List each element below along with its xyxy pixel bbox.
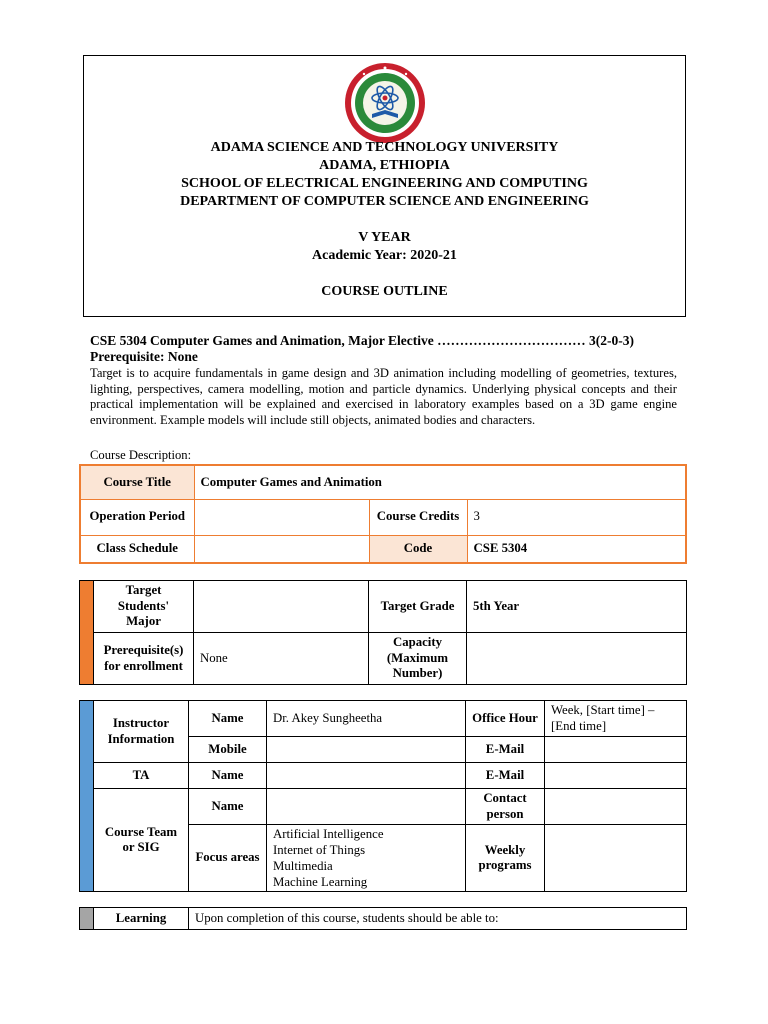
learning-table: [79, 907, 687, 930]
learning-label: Learning: [94, 908, 189, 930]
study-year: V YEAR: [358, 230, 411, 245]
university-name: ADAMA SCIENCE AND TECHNOLOGY UNIVERSITY: [210, 140, 559, 155]
course-description-label: Course Description:: [90, 448, 192, 462]
capacity-value: [467, 633, 687, 685]
focus-area-item: Machine Learning: [273, 875, 368, 890]
document-title: COURSE OUTLINE: [321, 284, 448, 299]
ta-label: TA: [94, 763, 189, 789]
code-label: Code: [369, 535, 467, 563]
learning-value: Upon completion of this course, students should be able to:: [189, 908, 687, 930]
course-credits-value: 3: [467, 499, 686, 535]
university-location: ADAMA, ETHIOPIA: [319, 158, 450, 173]
school-name: SCHOOL OF ELECTRICAL ENGINEERING AND COMPUTING: [181, 176, 588, 191]
contact-person-label: Contact person: [466, 789, 545, 825]
prerequisite-heading: Prerequisite: None: [90, 349, 198, 364]
team-name-value: [267, 789, 466, 825]
capacity-label: Capacity (Maximum Number): [369, 633, 467, 685]
instructor-table: [79, 700, 687, 892]
target-major-label: Target Students' Major: [94, 581, 194, 633]
department-name: DEPARTMENT OF COMPUTER SCIENCE AND ENGINEERING: [180, 194, 589, 209]
instructor-email-value: [545, 737, 687, 763]
course-title-value: Computer Games and Animation: [194, 465, 686, 499]
operation-period-label: Operation Period: [80, 499, 194, 535]
focus-area-item: Artificial Intelligence: [273, 826, 384, 841]
weekly-programs-value: [545, 825, 687, 892]
course-heading: CSE 5304 Computer Games and Animation, Major Elective …………………………… 3(2-0-3): [90, 333, 634, 348]
course-title-label: Course Title: [80, 465, 194, 499]
instructor-info-label: Instructor Information: [94, 701, 189, 763]
ta-name-label: Name: [189, 763, 267, 789]
prerequisites-label: Prerequisite(s) for enrollment: [94, 633, 194, 685]
target-major-value: [194, 581, 369, 633]
focus-areas-list: [267, 825, 466, 892]
instructor-email-label: E-Mail: [466, 737, 545, 763]
course-team-label: Course Team or SIG: [94, 789, 189, 892]
university-seal-icon: [344, 62, 426, 144]
blue-side-bar: [80, 701, 94, 892]
ta-name-value: [267, 763, 466, 789]
office-hour-value: Week, [Start time] – [End time]: [545, 701, 687, 737]
academic-year: Academic Year: 2020-21: [312, 248, 457, 263]
mobile-label: Mobile: [189, 737, 267, 763]
weekly-programs-label: Weekly programs: [466, 825, 545, 892]
class-schedule-value: [194, 535, 369, 563]
course-credits-label: Course Credits: [369, 499, 467, 535]
instructor-name-label: Name: [189, 701, 267, 737]
target-grade-label: Target Grade: [369, 581, 467, 633]
contact-person-value: [545, 789, 687, 825]
course-summary: Target is to acquire fundamentals in game design and 3D animation including modelling of geometries, textures, lighting, perspectives, camera modelling, motion and particle dynamics. Underlying physical concepts and their practical implementation will be explained and exercised in laboratory examples based on a 3D game engine environment. Example models will include still objects, animated bodies and characters.: [90, 366, 677, 427]
team-name-label: Name: [189, 789, 267, 825]
focus-areas-label: Focus areas: [189, 825, 267, 892]
target-grade-value: 5th Year: [467, 581, 687, 633]
target-students-table: [79, 580, 687, 685]
orange-side-bar: [80, 581, 94, 685]
operation-period-value: [194, 499, 369, 535]
ta-email-label: E-Mail: [466, 763, 545, 789]
focus-area-item: Internet of Things: [273, 842, 366, 857]
course-info-table: [79, 464, 687, 564]
header-box: [83, 55, 686, 317]
code-value: CSE 5304: [467, 535, 686, 563]
grey-side-bar: [80, 908, 94, 930]
prerequisites-value: None: [194, 633, 369, 685]
ta-email-value: [545, 763, 687, 789]
office-hour-label: Office Hour: [466, 701, 545, 737]
mobile-value: [267, 737, 466, 763]
focus-area-item: Multimedia: [273, 859, 333, 873]
class-schedule-label: Class Schedule: [80, 535, 194, 563]
instructor-name-value: Dr. Akey Sungheetha: [267, 701, 466, 737]
